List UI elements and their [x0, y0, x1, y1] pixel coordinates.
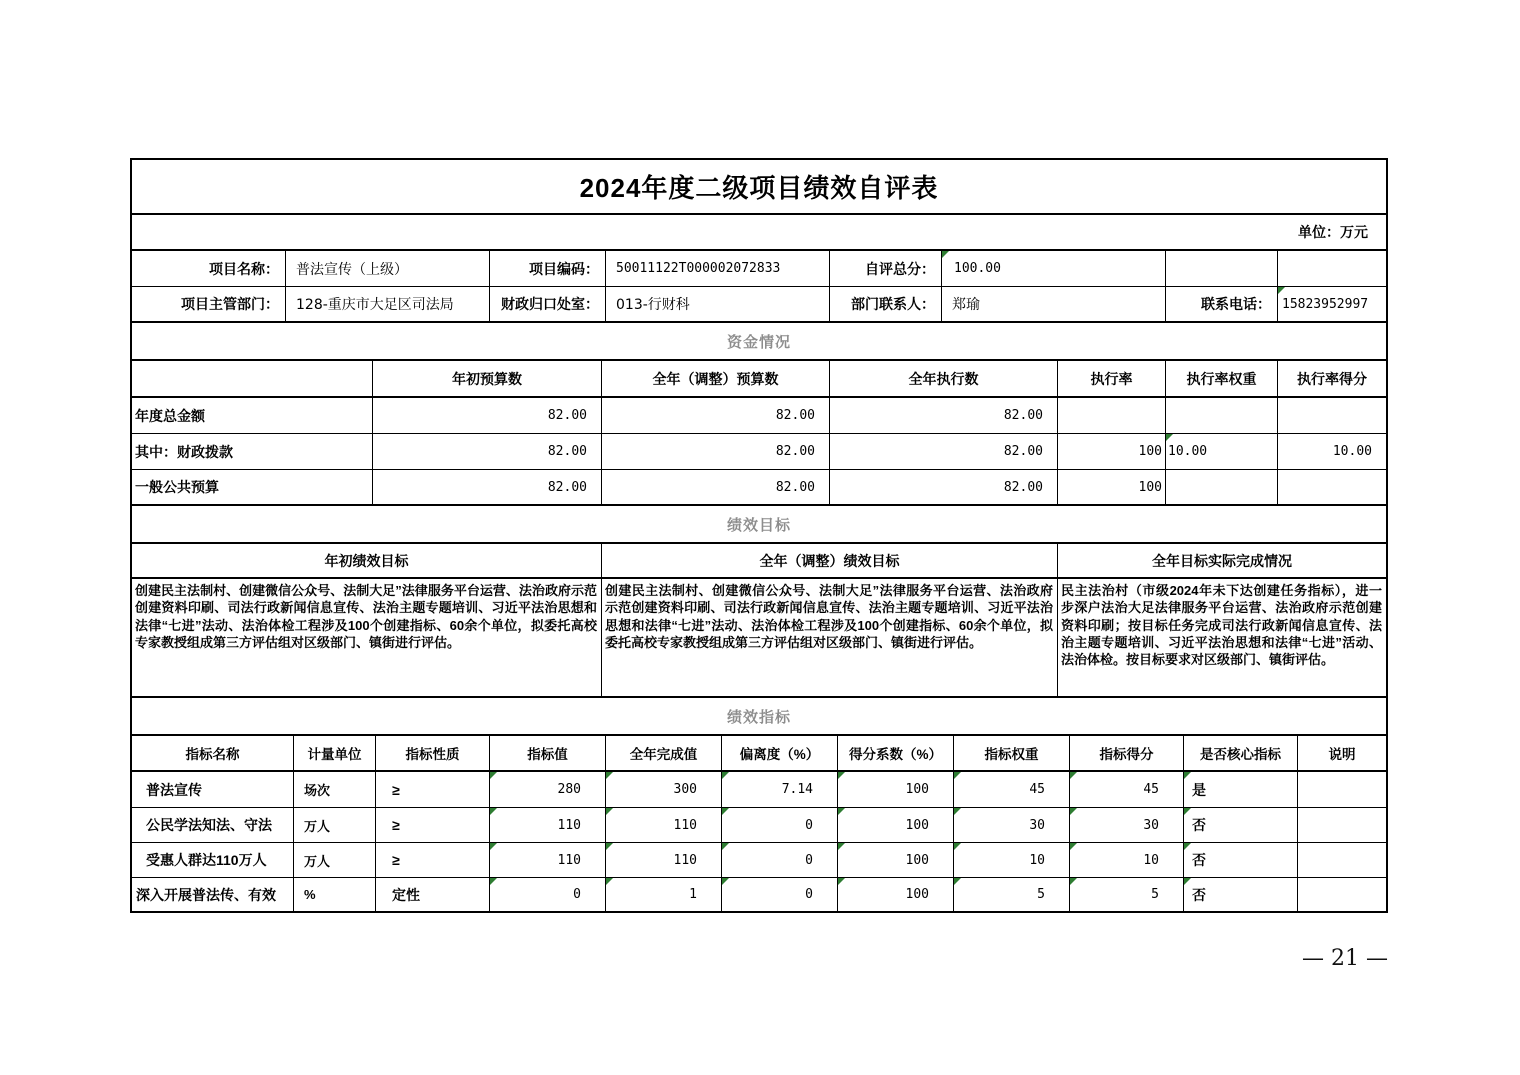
indicators-section-title: 绩效指标 [726, 708, 791, 726]
indicator-score: 45 [1070, 772, 1184, 807]
indicator-header-deviation: 偏离度（%） [722, 736, 838, 770]
indicator-deviation: 0 [722, 843, 838, 877]
indicator-note [1298, 878, 1386, 911]
indicator-core: 否 [1184, 878, 1298, 911]
funding-row-label: 年度总金额 [132, 398, 373, 433]
indicators-section-row [132, 697, 1386, 736]
indicator-coefficient: 100 [838, 772, 954, 807]
indicator-core: 否 [1184, 808, 1298, 842]
goal-actual-text: 民主法治村（市级2024年未下达创建任务指标），进一步深户法治大足法律服务平台运营、法治政府示范创建资料印刷；按目标任务完成司法行政新闻信息宣传、法治主题专题培训、习近平法治思想和法律“七进”活动、法治体检。按目标要求对区级部门、镇街评估。 [1061, 583, 1382, 668]
project-name-value: 普法宣传（上级） [286, 251, 490, 286]
funding-header-adjusted: 全年（调整）预算数 [602, 361, 830, 396]
goals-body-row [132, 579, 1386, 698]
info-row-2 [132, 287, 1386, 323]
project-name-label: 项目名称： [132, 251, 286, 286]
indicator-core: 否 [1184, 843, 1298, 877]
dept-label: 项目主管部门： [132, 287, 286, 321]
indicator-nature: 定性 [376, 878, 490, 911]
funding-rate-score-value [1278, 470, 1386, 504]
indicator-row-3 [132, 843, 1386, 878]
indicator-weight: 30 [954, 808, 1070, 842]
indicator-score: 10 [1070, 843, 1184, 877]
indicator-target: 0 [490, 878, 606, 911]
indicator-name: 普法宣传 [132, 772, 294, 807]
finance-office-label: 财政归口处室： [490, 287, 606, 321]
funding-header-rate-score: 执行率得分 [1297, 370, 1367, 387]
info-row-1 [132, 251, 1386, 287]
funding-row-label: 其中：财政拨款 [132, 434, 373, 469]
goal-adjusted-text: 创建民主法制村、创建微信公众号、法制大足”法律服务平台运营、法治政府示范创建资料印刷、司法行政新闻信息宣传、法治主题专题培训、习近平法治思想和法律“七进”法动、法治体检工程涉及100个创建指标、60余个单位，拟委托高校专家教授组成第三方评估组对区级部门、镇街进行评估。 [605, 583, 1053, 650]
indicator-completed: 1 [606, 878, 722, 911]
indicator-nature: ≥ [376, 843, 490, 877]
funding-executed-value: 82.00 [830, 398, 1058, 433]
indicator-target: 110 [490, 843, 606, 877]
indicator-target: 280 [490, 772, 606, 807]
indicator-name: 公民学法知法、守法 [132, 808, 294, 842]
indicator-weight: 45 [954, 772, 1070, 807]
indicator-header-target: 指标值 [490, 736, 606, 770]
indicator-note [1298, 808, 1386, 842]
self-score-value: 100.00 [942, 251, 1166, 286]
funding-rate-weight-value: 10.00 [1166, 434, 1278, 469]
indicator-row-2 [132, 808, 1386, 843]
contact-label: 部门联系人： [830, 287, 942, 321]
indicator-completed: 110 [606, 843, 722, 877]
funding-adjusted-value: 82.00 [602, 434, 830, 469]
indicator-header-core: 是否核心指标 [1184, 736, 1298, 770]
indicator-header-weight: 指标权重 [954, 736, 1070, 770]
indicator-nature: ≥ [376, 772, 490, 807]
self-evaluation-table [130, 158, 1388, 913]
goals-section-title: 绩效目标 [726, 516, 791, 534]
funding-rate-weight-value [1166, 470, 1278, 504]
goals-header-actual: 全年目标实际完成情况 [1152, 552, 1292, 569]
indicator-name: 受惠人群达110万人 [132, 843, 294, 877]
goals-section-row [132, 505, 1386, 544]
indicator-deviation: 7.14 [722, 772, 838, 807]
indicator-score: 5 [1070, 878, 1184, 911]
indicator-completed: 300 [606, 772, 722, 807]
indicator-row-1 [132, 772, 1386, 808]
title-row [132, 160, 1386, 215]
indicators-header-row [132, 736, 1386, 772]
page-number: — 21 — [1302, 946, 1388, 971]
funding-rate-score-value: 10.00 [1332, 444, 1372, 459]
project-code-value: 50011122T000002072833 [606, 251, 830, 286]
funding-initial-value: 82.00 [373, 398, 602, 433]
indicator-unit: 万人 [294, 808, 376, 842]
phone-value: 15823952997 [1278, 287, 1386, 321]
indicator-name: 深入开展普法传、有效 [132, 878, 294, 911]
funding-header-rate: 执行率 [1058, 361, 1166, 396]
unit-row [132, 215, 1386, 251]
indicator-header-name: 指标名称 [132, 736, 294, 770]
funding-executed-value: 82.00 [830, 434, 1058, 469]
funding-executed-value: 82.00 [830, 470, 1058, 504]
finance-office-value: 013-行财科 [606, 287, 830, 321]
funding-rate-value [1058, 398, 1166, 433]
indicator-coefficient: 100 [838, 843, 954, 877]
funding-rate-value: 100 [1058, 470, 1166, 504]
indicator-completed: 110 [606, 808, 722, 842]
goals-header-initial: 年初绩效目标 [132, 544, 602, 577]
info-empty-cell-2 [1278, 251, 1386, 286]
indicator-deviation: 0 [722, 808, 838, 842]
self-score-label: 自评总分： [830, 251, 942, 286]
indicator-unit: % [294, 878, 376, 911]
indicator-coefficient: 100 [838, 808, 954, 842]
funding-header-initial: 年初预算数 [373, 361, 602, 396]
funding-row-label: 一般公共预算 [132, 470, 373, 504]
funding-header-rate-weight: 执行率权重 [1166, 361, 1278, 396]
funding-rate-value: 100 [1058, 434, 1166, 469]
indicator-score: 30 [1070, 808, 1184, 842]
indicator-header-coefficient: 得分系数（%） [838, 736, 954, 770]
info-empty-cell-1 [1166, 251, 1278, 286]
indicator-note [1298, 772, 1386, 807]
funding-header-empty [132, 361, 373, 396]
contact-value: 郑瑜 [942, 287, 1166, 321]
unit-note: 单位：万元 [1298, 224, 1368, 240]
indicator-nature: ≥ [376, 808, 490, 842]
goals-header-adjusted: 全年（调整）绩效目标 [602, 544, 1058, 577]
indicator-header-completed: 全年完成值 [606, 736, 722, 770]
indicator-target: 110 [490, 808, 606, 842]
indicator-unit: 场次 [294, 772, 376, 807]
funding-header-executed: 全年执行数 [830, 361, 1058, 396]
indicator-core: 是 [1184, 772, 1298, 807]
funding-section-title: 资金情况 [726, 333, 791, 351]
indicator-unit: 万人 [294, 843, 376, 877]
indicator-deviation: 0 [722, 878, 838, 911]
funding-adjusted-value: 82.00 [602, 398, 830, 433]
funding-header-row [132, 361, 1386, 398]
phone-label: 联系电话： [1166, 287, 1278, 321]
indicator-header-unit: 计量单位 [294, 736, 376, 770]
funding-rate-weight-value [1166, 398, 1278, 433]
goal-initial-text: 创建民主法制村、创建微信公众号、法制大足”法律服务平台运营、法治政府示范创建资料印刷、司法行政新闻信息宣传、法治主题专题培训、习近平法治思想和法律“七进”法动、法治体检工程涉及100个创建指标、60余个单位，拟委托高校专家教授组成第三方评估组对区级部门、镇街进行评估。 [135, 583, 597, 650]
indicator-weight: 5 [954, 878, 1070, 911]
indicator-header-note: 说明 [1328, 747, 1356, 762]
indicator-header-nature: 指标性质 [376, 736, 490, 770]
funding-row-fiscal [132, 434, 1386, 470]
indicator-coefficient: 100 [838, 878, 954, 911]
indicator-weight: 10 [954, 843, 1070, 877]
funding-rate-score-value [1278, 398, 1386, 433]
indicator-header-score: 指标得分 [1070, 736, 1184, 770]
project-code-label: 项目编码： [490, 251, 606, 286]
goals-header-row [132, 544, 1386, 579]
funding-initial-value: 82.00 [373, 434, 602, 469]
funding-section-row [132, 322, 1386, 361]
funding-row-public-budget [132, 470, 1386, 506]
funding-initial-value: 82.00 [373, 470, 602, 504]
funding-row-total [132, 398, 1386, 434]
indicator-note [1298, 843, 1386, 877]
indicator-row-4 [132, 878, 1386, 911]
dept-value: 128-重庆市大足区司法局 [286, 287, 490, 321]
funding-adjusted-value: 82.00 [602, 470, 830, 504]
page-title: 2024年度二级项目绩效自评表 [579, 173, 939, 203]
